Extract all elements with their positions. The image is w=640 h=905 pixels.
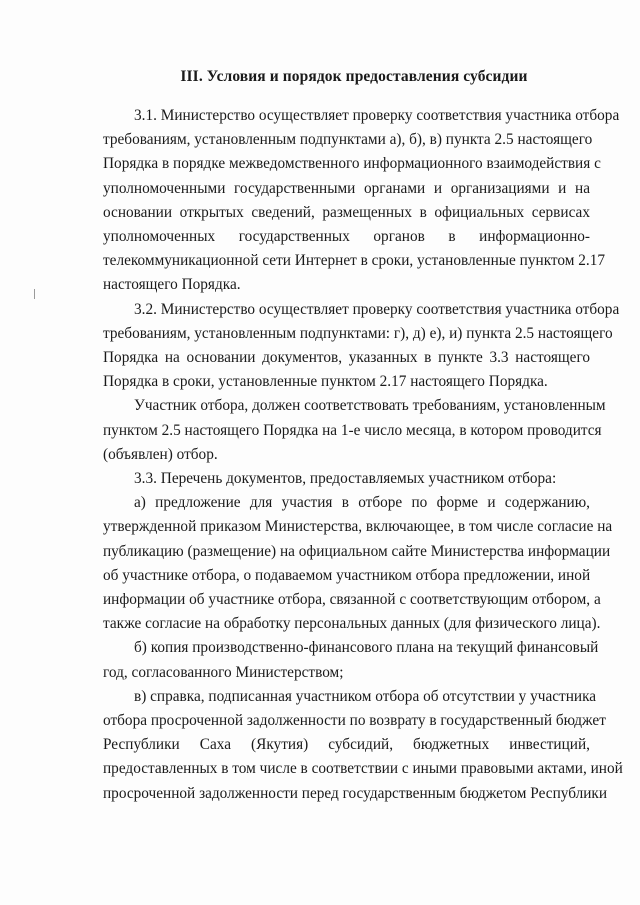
text-line: уполномоченными государственными органами и организациями и на: [103, 180, 590, 197]
text-line: телекоммуникационной сети Интернет в сроки, установленные пунктом 2.17: [103, 252, 606, 269]
text-line: Порядка на основании документов, указанных в пункте 3.3 настоящего: [103, 349, 590, 366]
text-line: пунктом 2.5 настоящего Порядка на 1-е число месяца, в котором проводится: [103, 422, 602, 439]
text-line: отбора просроченной задолженности по возврату в государственный бюджет: [103, 712, 606, 729]
section-heading: III. Условия и порядок предоставления субсидии: [180, 68, 528, 85]
text-line: предоставленных в том числе в соответствии с иными правовыми актами, иной: [103, 760, 623, 777]
text-line: настоящего Порядка.: [103, 276, 241, 293]
text-line: также согласие на обработку персональных данных (для физического лица).: [103, 615, 601, 632]
text-line: в) справка, подписанная участником отбора об отсутствии у участника: [134, 688, 597, 705]
text-line: (объявлен) отбор.: [103, 446, 218, 463]
text-line: 3.1. Министерство осуществляет проверку соответствия участника отбора: [134, 107, 620, 124]
text-line: утвержденной приказом Министерства, включающее, в том числе согласие на: [103, 518, 613, 535]
text-line: а) предложение для участия в отборе по форме и содержанию,: [134, 494, 590, 511]
text-line: 3.3. Перечень документов, предоставляемых участником отбора:: [134, 470, 557, 487]
text-line: об участнике отбора, о подаваемом участником отбора предложении, иной: [103, 567, 591, 584]
text-line: Республики Саха (Якутия) субсидий, бюджетных инвестиций,: [103, 736, 590, 753]
text-line: Участник отбора, должен соответствовать требованиям, установленным: [134, 397, 606, 414]
text-line: год, согласованного Министерством;: [103, 664, 344, 681]
text-line: публикацию (размещение) на официальном сайте Министерства информации: [103, 543, 611, 560]
text-line: просроченной задолженности перед государственным бюджетом Республики: [103, 785, 608, 802]
margin-mark: [34, 289, 35, 299]
text-line: основании открытых сведений, размещенных в официальных сервисах: [103, 204, 590, 221]
text-line: Порядка в порядке межведомственного информационного взаимодействия с: [103, 155, 601, 172]
text-line: 3.2. Министерство осуществляет проверку соответствия участника отбора: [134, 301, 620, 318]
text-line: информации об участнике отбора, связанной с соответствующим отбором, а: [103, 591, 601, 608]
text-line: требованиям, установленным подпунктами а), б), в) пункта 2.5 настоящего: [103, 131, 593, 148]
text-line: б) копия производственно-финансового плана на текущий финансовый: [134, 639, 599, 656]
text-line: Порядка в сроки, установленные пунктом 2.17 настоящего Порядка.: [103, 373, 548, 390]
text-line: требованиям, установленным подпунктами: г), д) е), и) пункта 2.5 настоящего: [103, 325, 613, 342]
text-line: уполномоченных государственных органов в информационно-: [103, 228, 590, 245]
